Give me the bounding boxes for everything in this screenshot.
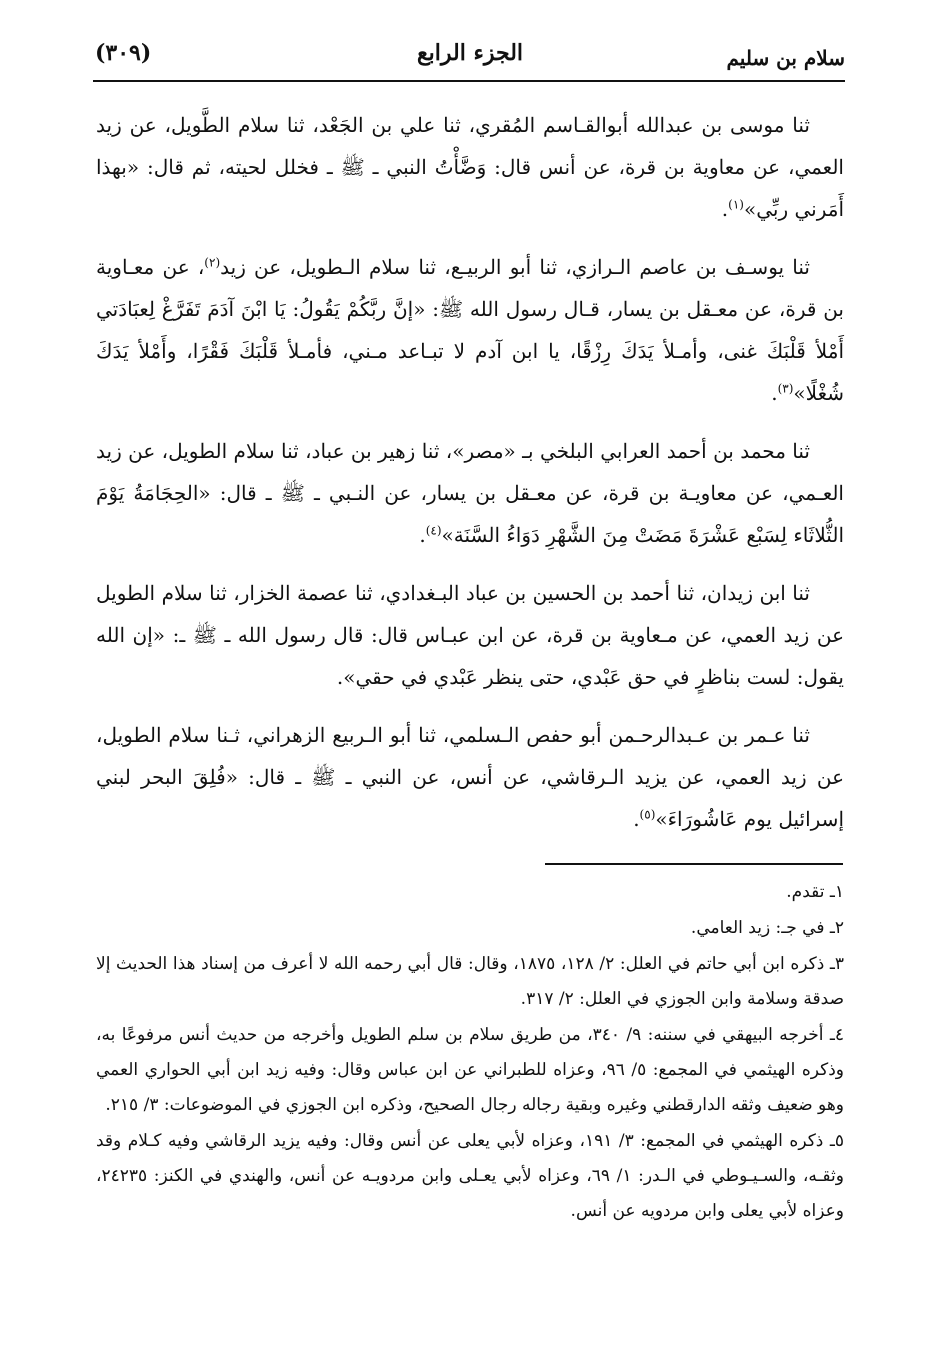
footnotes xyxy=(96,875,844,1230)
hadith-paragraph-5: ثنا عـمر بن عـبدالرحـمن أبو حفص الـسلمي، ثنا أبو الـربيع الزهراني، ثـنا سلام الطويل، عن زيد العمي، عن يزيد الـرقاشي، عن أنس، عن النبي ـ ﷺ ـ قال: «فُلِقَ البحر لبني إسرائيل يوم عَاشُورَاءَ»$^{(٥)}$. xyxy=(96,723,844,831)
page-number: (٣٠٩) xyxy=(95,40,152,66)
footnote-4: ٤ـ أخرجه البيهقي في سننه: ٩/ ٣٤٠، من طريق سلام بن سلم الطويل وأخرجه من حديث أنس مرفوعًا به، وذكره الهيثمي في المجمع: ٥/ ٩٦، وعزاه للطبراني عن ابن عباس وقال: وفيه زيد ابن أبي الحواري العمي وهو ضعيف وثقه الدارقطني وغيره وبقية رجاله رجال الصحيح، وذكره ابن الجوزي في الموضوعات: ٣/ ٢١٥. xyxy=(96,1025,844,1115)
footnote-divider xyxy=(545,863,843,865)
hadith-paragraph-1: ثنا موسى بن عبدالله أبوالقـاسم المُقري، ثنا علي بن الجَعْد، ثنا سلام الطَّويل، عن زيد العمي، عن معاوية بن قرة، عن أنس قال: وَضَّأْتُ النبي ـ ﷺ ـ فخلل لحيته، ثم قال: «بهذا أَمَرني ربِّي»$^{(١)}$. xyxy=(96,113,844,221)
footnote-ref-3: (٣) xyxy=(777,381,794,396)
hadith-paragraph-4: ثنا ابن زيدان، ثنا أحمد بن الحسين بن عباد البـغدادي، ثنا عصمة الخزار، ثنا سلام الطويل عن زيد العمي، عن مـعاوية بن قرة، عن ابن عبـاس قال: قال رسول الله ـ ﷺ ـ: «إن الله يقول: لست بناظرٍ في حق عَبْدي، حتى ينظر عَبْدي في حقي». xyxy=(96,581,844,689)
footnote-ref-2: (٢) xyxy=(204,255,221,270)
hadith-paragraph-3: ثنا محمد بن أحمد العرابي البلخي بـ «مصر»، ثنا زهير بن عباد، ثنا سلام الطويل، عن زيد العـمي، عن معاويـة بن قرة، عن معـقل بن يسار، عن النـبي ـ ﷺ ـ قال: «الحِجَامَةُ يَوْمَ الثُّلاثَاء لِسَبْع عَشْرَةَ مَضَتْ مِنَ الشَّهْرِ دَوَاءُ السَّنَة»$^{(٤)}$. xyxy=(96,439,844,547)
hadith-paragraph-2: ثنا يوسـف بن عاصم الـرازي، ثنا أبو الربيـع، ثنا سلام الـطويل، عن زيد$^{(٢)}$، عن معـاوية بن قرة، عن معـقل بن يسار، قـال رسول الله ﷺ: «إنَّ ربَّكُمْ يَقُولُ: يَا ابْنَ آدَمَ تَفَرَّغْ لِعبَادَتي أَمْلأ قَلْبَكَ غنى، وأمـلأ يَدَكَ رِزْقًا، يا ابن آدم لا تبـاعد مـني، فأمـلأ قَلْبَكَ فَقْرًا، وأَمْلأ يَدَكَ شُغْلًا»$^{(٣)}$. xyxy=(96,255,844,405)
page-header xyxy=(95,36,845,80)
footnote-5: ٥ـ ذكره الهيثمي في المجمع: ٣/ ١٩١، وعزاه لأبي يعلى عن أنس وقال: وفيه يزيد الرقاشي وفيه كـلام وقد وثقـه، والسـيـوطي في الـدر: ١/ ٦٩، وعزاه لأبي يعـلى وابن مردويـه عن أنس، والهندي في الكنز: ٢٤٢٣٥، وعزاه لأبي يعلى وابن مردويه عن أنس. xyxy=(96,1131,844,1221)
footnote-1: ١ـ تقدم. xyxy=(786,882,844,902)
footnote-3: ٣ـ ذكره ابن أبي حاتم في العلل: ٢/ ١٢٨، ١٨٧٥، وقال: قال أبي رحمه الله لا أعرف من إسناد هذا الحديث إلا صدقة وسلامة وابن الجوزي في العلل: ٢/ ٣١٧. xyxy=(96,954,845,1009)
footnote-ref-5: (٥) xyxy=(639,807,656,822)
header-divider xyxy=(93,80,845,82)
volume-title: الجزء الرابع xyxy=(416,40,524,66)
footnote-2: ٢ـ في جـ: زيد العامي. xyxy=(690,918,844,938)
running-title: سلام بن سليم xyxy=(726,46,845,70)
footnote-ref-4: (٤) xyxy=(425,523,442,538)
footnote-ref-1: (١) xyxy=(728,197,744,212)
main-text xyxy=(96,104,844,856)
